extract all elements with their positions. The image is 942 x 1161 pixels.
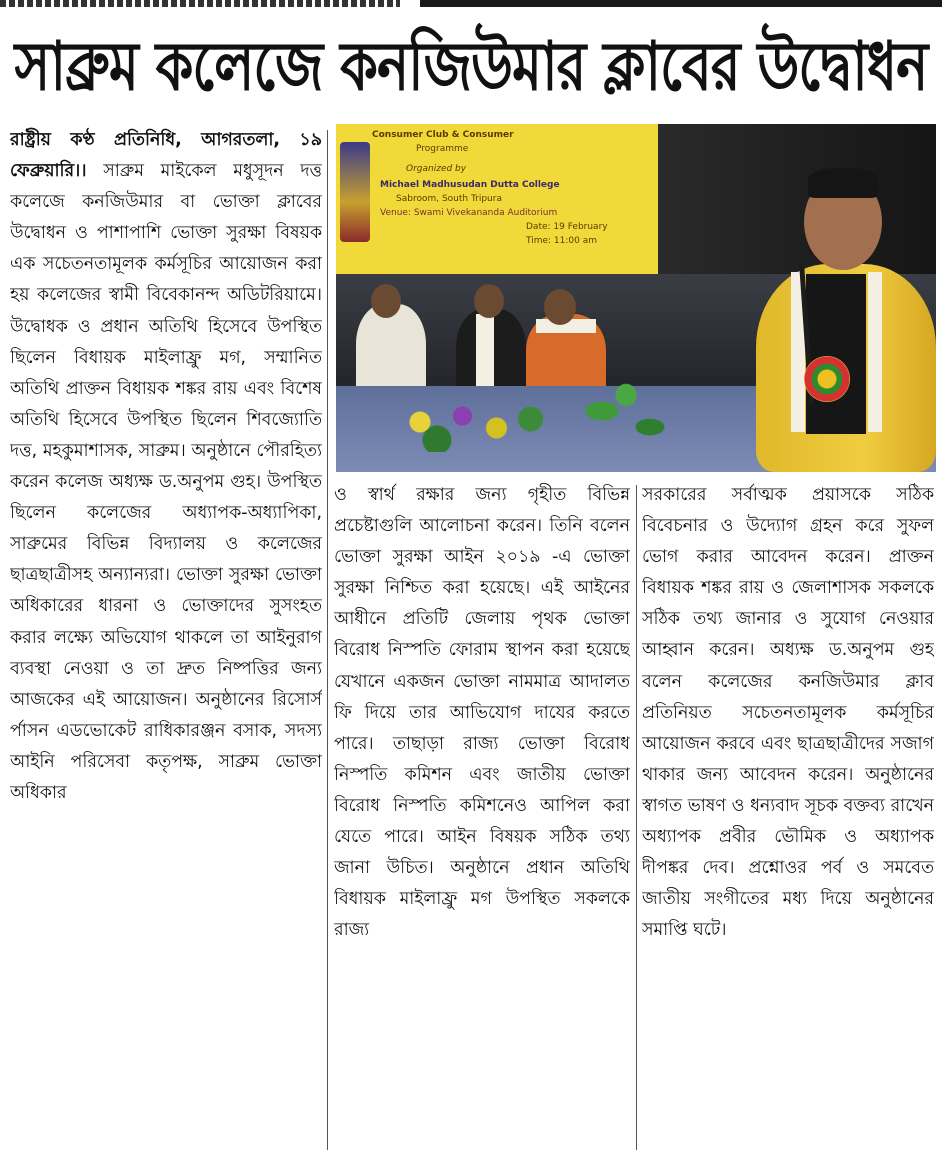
banner-line-8: Time: 11:00 am <box>526 236 597 246</box>
banner-line-2: Programme <box>416 144 469 154</box>
speaker-scarf-right <box>868 272 882 432</box>
article-column-middle: ও স্বার্থ রক্ষার জন্য গৃহীত বিভিন্ন প্রচেষ্টাগুলি আলোচনা করেন। তিনি বলেন ভোক্তা সুরক্ষা আইন ২০১৯ -এ ভোক্তা সুরক্ষা নিশ্চিত করা হয়েছে। এই আইনের আধীনে প্রতিটি জেলায় পৃথক ভোক্তা বিরোধ নিস্পতি ফোরাম স্থাপন করা হয়েছে যেখানে একজন ভোক্তা নামমাত্র আদালত ফি দিয়ে তার আভিযোগ দাযের করতে পারে। তাছাড়া রাজ্য ভোক্তা বিরোধ নিস্পতি কমিশন এবং জাতীয় ভোক্তা বিরোধ নিস্পতি কমিশনেও আপিল করা যেতে পারে। আইন বিষয়ক সঠিক তথ্য জানা উচিত। অনুষ্ঠানে প্রধান অতিথি বিধায়ক মাইলাফ্রু মগ উপস্থিত সকলকে রাজ্য <box>334 485 630 941</box>
plant-leaves <box>566 379 686 459</box>
speaker-hair <box>808 168 878 198</box>
banner-line-1: Consumer Club & Consumer <box>372 130 514 140</box>
event-banner <box>336 124 658 274</box>
banner-line-4: Michael Madhusudan Dutta College <box>380 180 560 190</box>
guest-1-head <box>371 284 401 318</box>
banner-line-5: Sabroom, South Tripura <box>396 194 502 204</box>
guest-2-scarf <box>476 314 494 394</box>
banner-portrait <box>340 142 370 242</box>
event-photo <box>336 124 936 472</box>
guest-3-head <box>544 289 576 325</box>
column-left-text: সাব্রুম মাইকেল মধুসূদন দত্ত কলেজে কনজিউমার বা ভোক্তা ক্লাবের উদ্বোধন ও পাশাপাশি ভোক্তা সুরক্ষা বিষয়ক এক সচেতনতামূলক কর্মসূচির আয়োজন করা হয় কলেজের স্বামী বিবেকানন্দ অডিটরিয়ামে। উদ্বোধক ও প্রধান অতিথি হিসেবে উপস্থিত ছিলেন বিধায়ক মাইলাফ্রু মগ, সম্মানিত অতিথি প্রাক্তন বিধায়ক শঙ্কর রায় এবং বিশেষ অতিথি হিসেবে উপস্থিত ছিলেন শিবজ্যোতি দত্ত, মহকুমাশাসক, সাব্রুম। অনুষ্ঠানে পৌরহিত্য করেন কলেজ অধ্যক্ষ ড.অনুপম গুহ। উপস্থিত ছিলেন কলেজের অধ্যাপক-অধ্যাপিকা, সাব্রুমের বিভিন্ন বিদ্যালয় ও কলেজের ছাত্রছাত্রীসহ অন্যান্যরা। ভোক্তা সুরক্ষা ভোক্তা অধিকারের ধারনা ও ভোক্তাদের সুসংহত করার লক্ষ্যে অভিযোগ থাকলে তা আইনুরাগ ব্যবস্থা নেওয়া ও তা দ্রুত নিষ্পত্তির জন্য আজকের এই আয়োজন। অনুষ্ঠানের রিসোর্স র্পাসন এডভোকেট রাধিকারঞ্জন বসাক, সদস্য আইনি পরিসেবা কতৃপক্ষ, সাব্রুম ভোক্তা অধিকার <box>10 161 322 803</box>
banner-line-3: Organized by <box>406 164 467 174</box>
guest-2-head <box>474 284 504 318</box>
headline: সাব্রুম কলেজে কনজিউমার ক্লাবের উদ্বোধন <box>14 27 928 106</box>
column-divider-1 <box>327 130 328 1150</box>
rosette-badge <box>804 356 850 402</box>
column-divider-2 <box>636 485 637 1150</box>
article-column-right: সরকারের সর্বাত্মক প্রয়াসকে সঠিক বিবেচনার ও উদ্যোগ গ্রহন করে সুফল ভোগ করার আবেদন করেন। প্রাক্তন বিধায়ক শঙ্কর রায় ও জেলাশাসক সকলকে সঠিক তথ্য জানার ও সুযোগ নেওয়ার আহ্বান করেন। অধ্যক্ষ ড.অনুপম গুহ বলেন কলেজের কনজিউমার ক্লাব প্রতিনিয়ত সচেতনতামূলক কর্মসূচির আয়োজন করবে এবং ছাত্রছাত্রীদের সজাগ থাকার জন্য আবেদন করেন। অনুষ্ঠানের স্বাগত ভাষণ ও ধন্যবাদ সূচক বক্তব্য রাখেন অধ্যাপক প্রবীর ভৌমিক ও অধ্যাপক দীপঙ্কর দেব। প্রশ্নোওর পর্ব ও সমবেত জাতীয় সংগীতের মধ্য দিয়ে অনুষ্ঠানের সমাপ্তি ঘটে। <box>642 485 934 941</box>
dateline: রাষ্ট্রীয় কণ্ঠ প্রতিনিধি, আগরতলা, ১৯ ফেব্রুয়ারি।। <box>10 130 322 182</box>
banner-line-7: Venue: Swami Vivekananda Auditorium <box>380 208 558 218</box>
photo-dark-wall <box>658 124 936 274</box>
banner-line-6: Date: 19 February <box>526 222 608 232</box>
speaker-vest <box>806 274 866 434</box>
article-column-left <box>10 125 322 1155</box>
flower-arrangement <box>386 392 556 452</box>
